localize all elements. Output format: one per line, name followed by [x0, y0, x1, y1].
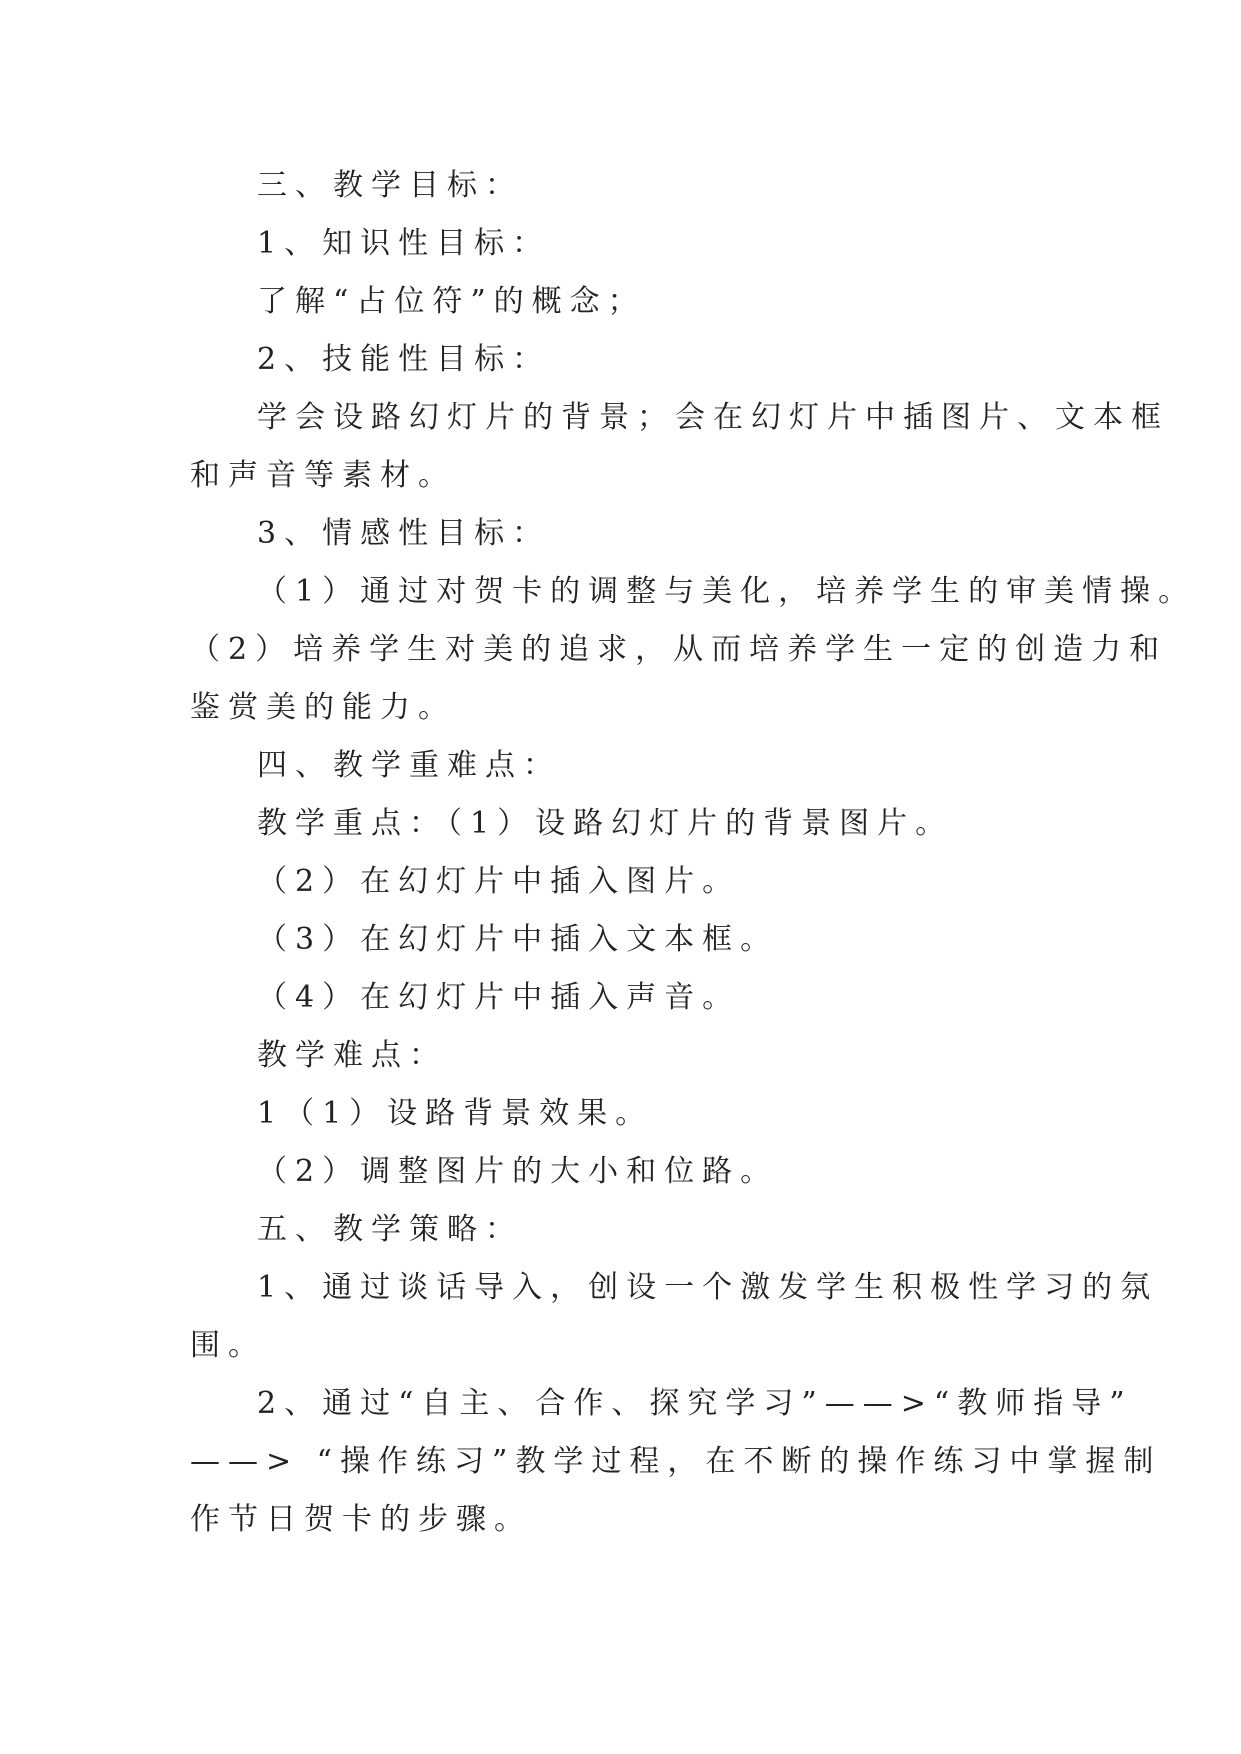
paragraph-line: 学会设路幻灯片的背景；会在幻灯片中插图片、文本框: [257, 400, 1169, 435]
section-heading-strategy: 五、教学策略：: [257, 1212, 523, 1247]
paragraph-line: 教学重点：（1）设路幻灯片的背景图片。: [257, 806, 954, 841]
paragraph-line: 1（1）设路背景效果。: [257, 1096, 654, 1131]
paragraph-line: 2、通过“自主、合作、探究学习”——>“教师指导”: [257, 1386, 1133, 1421]
paragraph-line: （2）培养学生对美的追求，从而培养学生一定的创造力和: [190, 632, 1168, 667]
paragraph-line: （2）调整图片的大小和位路。: [257, 1154, 779, 1189]
paragraph-line: （3）在幻灯片中插入文本框。: [257, 922, 779, 957]
section-heading-key-points: 四、教学重难点：: [257, 748, 561, 783]
subheading-knowledge-objective: 1、知识性目标：: [257, 226, 551, 261]
paragraph-line: 和声音等素材。: [190, 458, 456, 493]
paragraph-line: 了解“占位符”的概念；: [257, 284, 646, 319]
paragraph-line: （2）在幻灯片中插入图片。: [257, 864, 741, 899]
paragraph-line: 1、通过谈话导入，创设一个激发学生积极性学习的氛: [257, 1270, 1159, 1305]
section-heading-objectives: 三、教学目标：: [257, 168, 523, 203]
subheading-emotion-objective: 3、情感性目标：: [257, 516, 551, 551]
paragraph-line: 围。: [190, 1328, 266, 1363]
paragraph-line: 作节日贺卡的步骤。: [190, 1502, 532, 1537]
paragraph-line: ——> “操作练习”教学过程，在不断的操作练习中掌握制: [190, 1444, 1162, 1479]
subheading-difficulties: 教学难点：: [257, 1038, 447, 1073]
paragraph-line: （1）通过对贺卡的调整与美化，培养学生的审美情操。: [257, 574, 1197, 609]
subheading-skill-objective: 2、技能性目标：: [257, 342, 551, 377]
paragraph-line: （4）在幻灯片中插入声音。: [257, 980, 741, 1015]
paragraph-line: 鉴赏美的能力。: [190, 690, 456, 725]
